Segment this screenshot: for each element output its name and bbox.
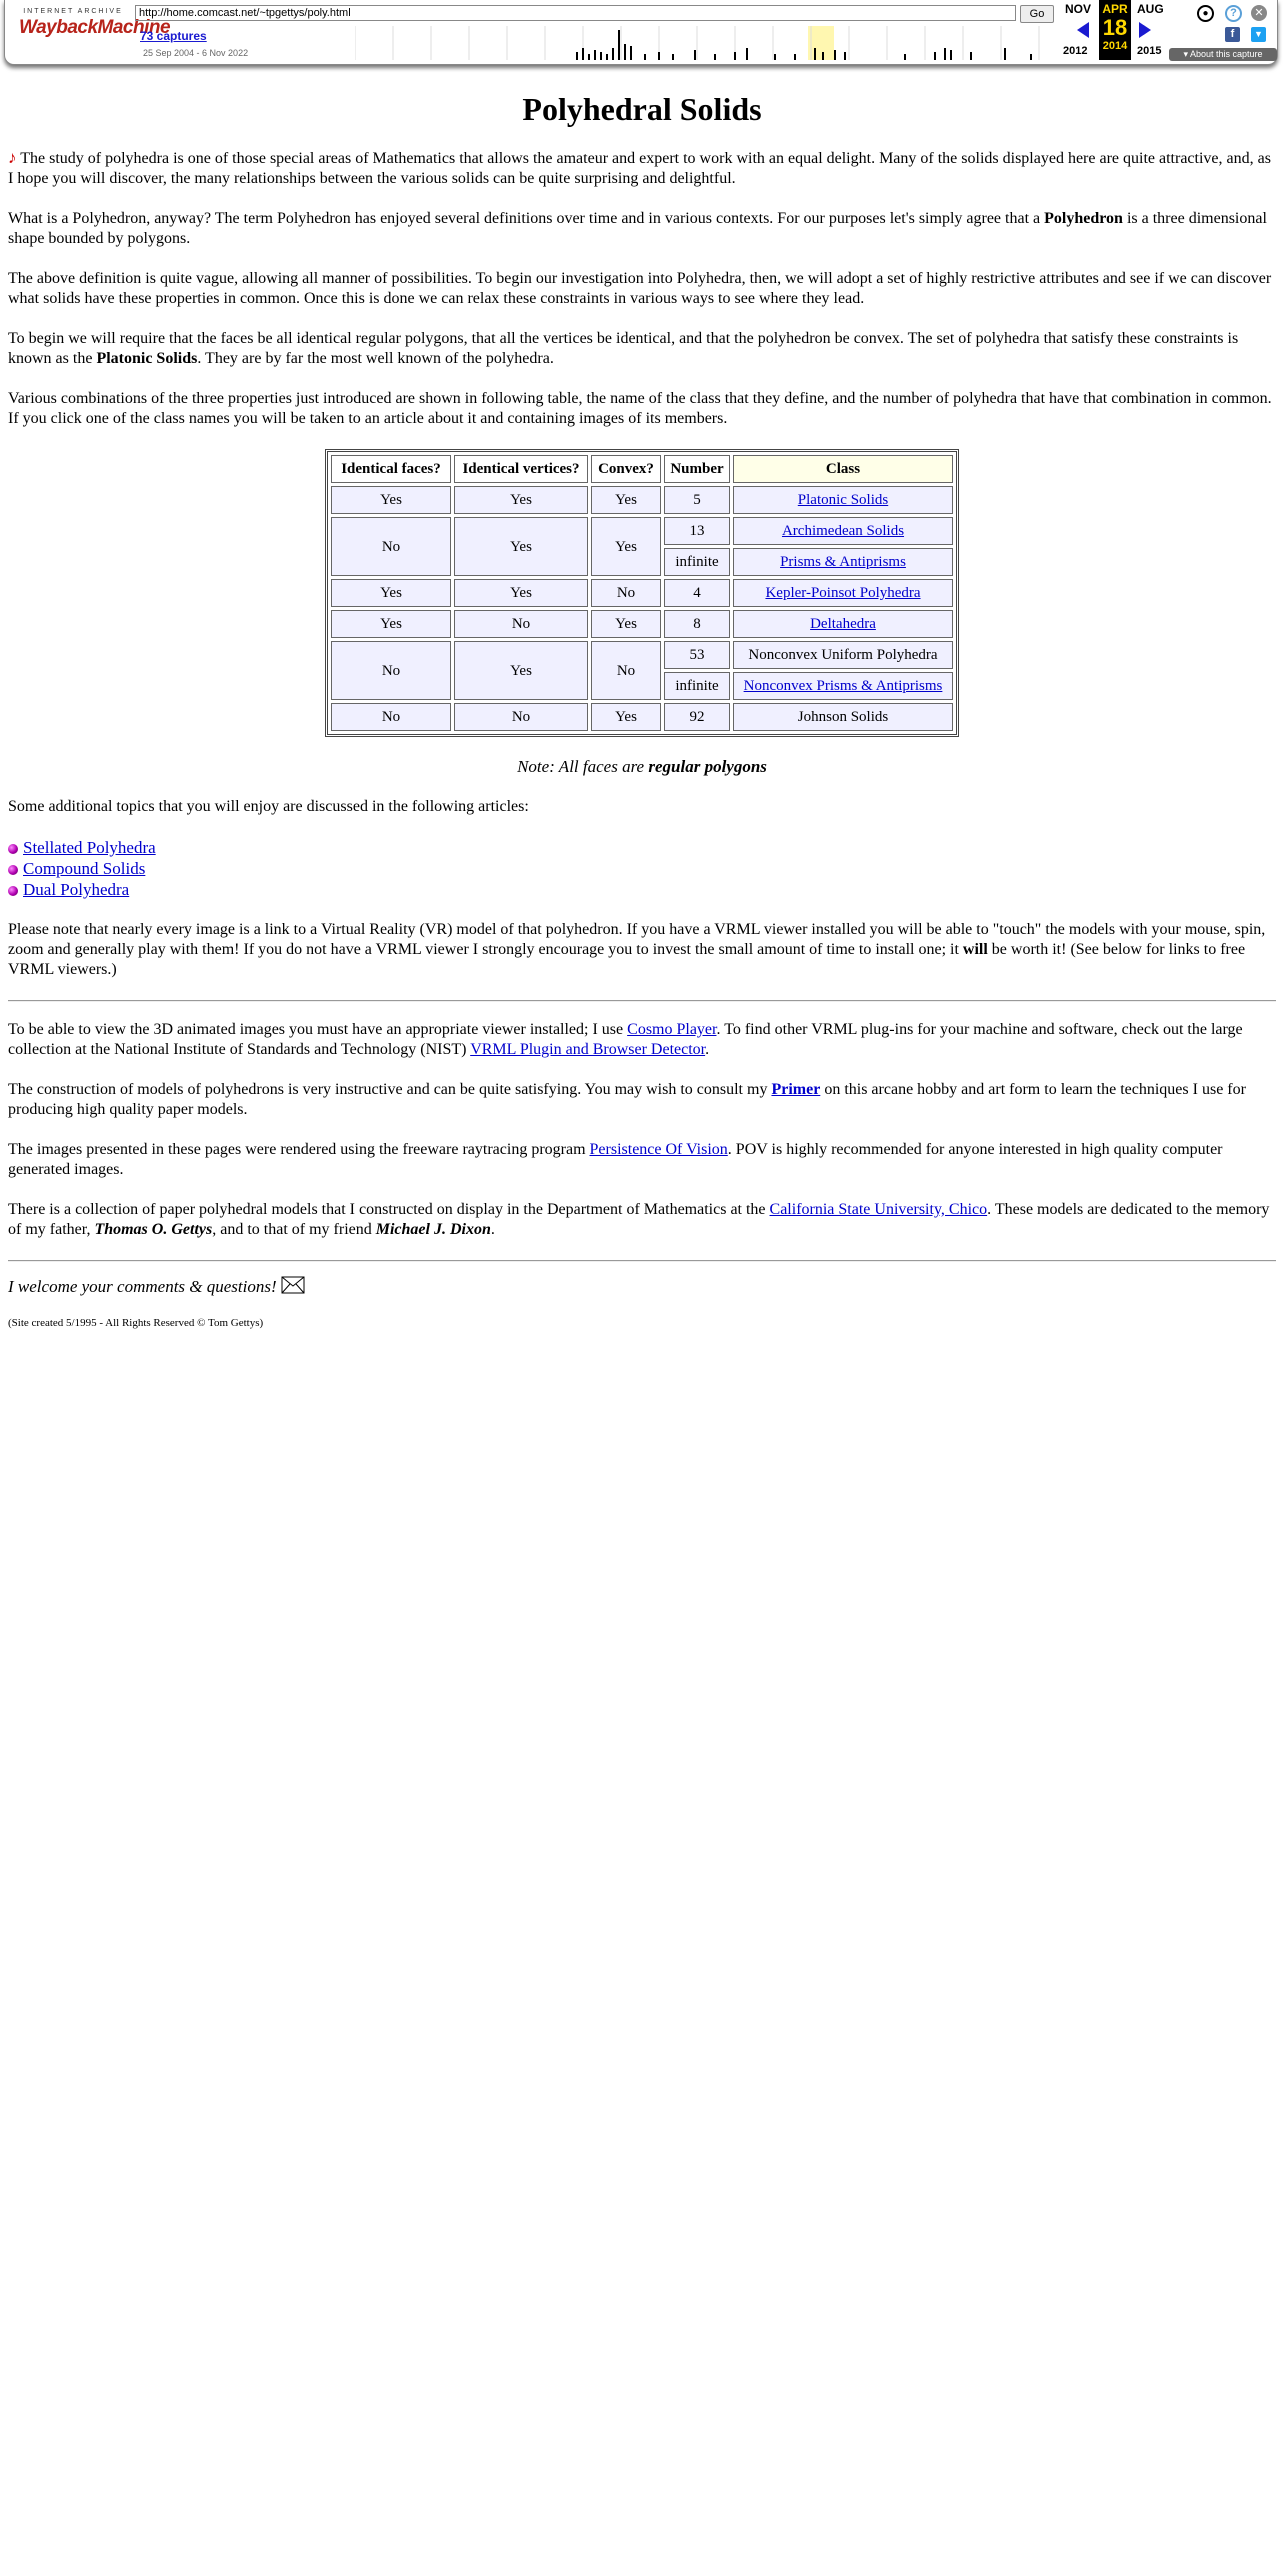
- go-button[interactable]: Go: [1020, 5, 1054, 23]
- cell-convex: No: [591, 579, 661, 607]
- account-icon[interactable]: ●: [1197, 5, 1214, 22]
- pov-text-b: . POV is highly recommended for anyone interested in high quality computer generated images.: [8, 1141, 1223, 1178]
- definition-paragraph: [8, 209, 1276, 249]
- capture-range: 25 Sep 2004 - 6 Nov 2022: [143, 48, 249, 58]
- table-note-bold: regular polygons: [648, 757, 767, 776]
- header-convex: Convex?: [591, 455, 661, 483]
- close-icon[interactable]: ✕: [1251, 5, 1267, 21]
- cell-vertices: Yes: [454, 579, 588, 607]
- chico-paragraph: [8, 1200, 1276, 1240]
- models-paragraph: [8, 1080, 1276, 1120]
- current-day: 18: [1102, 15, 1128, 40]
- dual-polyhedra-link[interactable]: Dual Polyhedra: [23, 880, 130, 899]
- primer-link[interactable]: Primer: [771, 1081, 821, 1098]
- vrml-detector-link[interactable]: VRML Plugin and Browser Detector: [470, 1041, 706, 1058]
- viewer-paragraph: [8, 1020, 1276, 1060]
- cell-faces: No: [331, 641, 451, 700]
- cell-faces: Yes: [331, 610, 451, 638]
- stellated-polyhedra-link[interactable]: Stellated Polyhedra: [23, 838, 156, 857]
- cell-class: [733, 548, 953, 576]
- prisms-antiprisms-link[interactable]: Prisms & Antiprisms: [780, 554, 906, 570]
- chico-text-a: There is a collection of paper polyhedral models that I constructed on display in the Department of Mathematics at the: [8, 1201, 770, 1218]
- cell-number: 53: [664, 641, 730, 669]
- archimedean-solids-link[interactable]: Archimedean Solids: [781, 523, 905, 539]
- kepler-poinsot-link[interactable]: Kepler-Poinsot Polyhedra: [765, 585, 921, 601]
- cell-vertices: Yes: [454, 641, 588, 700]
- viewer-text-b: . To find other VRML plug-ins for your machine and software, check out the large collection at the National Institute of Standards and Technology (NIST): [8, 1021, 1243, 1058]
- mail-envelope-icon[interactable]: [281, 1276, 305, 1294]
- table-note: [8, 757, 1276, 777]
- cell-faces: Yes: [331, 579, 451, 607]
- cell-vertices: Yes: [454, 486, 588, 514]
- platonic-term: Platonic Solids: [96, 350, 198, 367]
- page-title: Polyhedral Solids: [522, 91, 762, 127]
- cell-class: [733, 486, 953, 514]
- viewer-text-a: To be able to view the 3D animated images you must have an appropriate viewer installed; I use: [8, 1021, 628, 1038]
- father-name: Thomas O. Gettys: [94, 1221, 213, 1238]
- list-item: [8, 837, 1276, 858]
- cell-faces: No: [331, 703, 451, 731]
- prev-capture-arrow-icon[interactable]: [1077, 22, 1089, 38]
- help-icon[interactable]: ?: [1225, 5, 1242, 22]
- next-month[interactable]: AUG: [1137, 2, 1164, 16]
- table-row: [331, 486, 953, 514]
- cell-number: 4: [664, 579, 730, 607]
- about-capture-button[interactable]: ▾ About this capture: [1169, 48, 1277, 61]
- divider: [8, 1260, 1276, 1262]
- table-row: [331, 517, 953, 545]
- table-row: [331, 703, 953, 731]
- current-month: APR: [1102, 2, 1128, 16]
- models-text-a: The construction of models of polyhedrons is very instructive and can be quite satisfying. You may wish to consult my: [8, 1081, 772, 1098]
- platonic-solids-link[interactable]: Platonic Solids: [797, 492, 889, 508]
- platonic-text-c: . They are by far the most well known of the polyhedra.: [197, 350, 554, 367]
- cell-number: infinite: [664, 672, 730, 700]
- table-row: [331, 579, 953, 607]
- cell-convex: No: [591, 641, 661, 700]
- cell-class: Nonconvex Uniform Polyhedra: [733, 641, 953, 669]
- wayback-toolbar: [4, 0, 1278, 65]
- wayback-logo[interactable]: [19, 8, 171, 52]
- page-content: [8, 72, 1276, 1333]
- current-capture-date: [1099, 0, 1131, 60]
- bullet-ball-icon: [8, 865, 18, 875]
- cell-number: 5: [664, 486, 730, 514]
- platonic-text-a: To begin we will require that the faces be all identical regular polygons, that all the vertices be identical, and that the polyhedron be convex. The set of polyhedra that satisfy these constraints is known as the: [8, 330, 1239, 367]
- list-item: [8, 858, 1276, 879]
- cell-vertices: Yes: [454, 517, 588, 576]
- cell-convex: Yes: [591, 486, 661, 514]
- definition-text-a: What is a Polyhedron, anyway? The term Polyhedron has enjoyed several definitions over time and in various contexts. For our purposes let's simply agree that a: [8, 210, 1045, 227]
- topics-list: [8, 837, 1276, 900]
- intro-text: The study of polyhedra is one of those special areas of Mathematics that allows the amateur and expert to work with an equal delight. Many of the solids displayed here are quite attractive, and, as I hope you will discover, the many relationships between the various solids can be quite surprising and delightful.: [8, 150, 1271, 187]
- definition-text-c: is a three dimensional shape bounded by polygons.: [8, 210, 1267, 247]
- cosmo-player-link[interactable]: Cosmo Player: [627, 1021, 717, 1038]
- intro-paragraph: [8, 148, 1276, 189]
- header-number: Number: [664, 455, 730, 483]
- prev-month[interactable]: NOV: [1065, 2, 1092, 16]
- list-item: [8, 879, 1276, 900]
- vr-text-bold: will: [962, 941, 988, 958]
- captures-link[interactable]: 73 captures: [140, 29, 207, 43]
- pov-paragraph: [8, 1140, 1276, 1180]
- bullet-ball-icon: [8, 844, 18, 854]
- cell-faces: No: [331, 517, 451, 576]
- table-note-text: Note: All faces are: [517, 757, 649, 776]
- cell-vertices: No: [454, 703, 588, 731]
- cell-number: 13: [664, 517, 730, 545]
- investigation-paragraph: The above definition is quite vague, allowing all manner of possibilities. To begin our investigation into Polyhedra, then, we will adopt a set of highly restrictive attributes and see if we can discover what solids have these properties in common. Once this is done we can relax these constraints in various ways to see where they lead.: [8, 270, 1272, 307]
- cell-convex: Yes: [591, 517, 661, 576]
- footer-copyright: (Site created 5/1995 - All Rights Reserved © Tom Gettys): [8, 1317, 264, 1329]
- header-identical-faces: Identical faces?: [331, 455, 451, 483]
- vr-paragraph: [8, 920, 1276, 980]
- viewer-text-c: .: [705, 1041, 710, 1058]
- table-header-row: [331, 455, 953, 483]
- cell-faces: Yes: [331, 486, 451, 514]
- pov-text-a: The images presented in these pages were rendered using the freeware raytracing program: [8, 1141, 590, 1158]
- cell-class: [733, 517, 953, 545]
- cell-class: [733, 610, 953, 638]
- bullet-ball-icon: [8, 886, 18, 896]
- twitter-icon[interactable]: ▼: [1251, 27, 1266, 42]
- header-identical-vertices: Identical vertices?: [454, 455, 588, 483]
- cell-vertices: No: [454, 610, 588, 638]
- pov-link[interactable]: Persistence Of Vision: [589, 1141, 728, 1158]
- platonic-paragraph: [8, 329, 1276, 369]
- table-row: [331, 610, 953, 638]
- vr-text-a: Please note that nearly every image is a link to a Virtual Reality (VR) model of that polyhedron. If you have a VRML viewer installed you will be able to "touch" the models with your mouse, spin, zoom and generally play with them! If you do not have a VRML viewer I strongly encourage you to invest the small amount of time to install one; it: [8, 921, 1266, 958]
- chico-text-d: .: [490, 1221, 495, 1238]
- comments-text: I welcome your comments & questions!: [8, 1277, 277, 1296]
- cell-convex: Yes: [591, 703, 661, 731]
- cell-class: [733, 579, 953, 607]
- csu-chico-link[interactable]: California State University, Chico: [769, 1201, 988, 1218]
- header-class: Class: [733, 455, 953, 483]
- models-text-b: on this arcane hobby and art form to learn the techniques I use for producing high quality paper models.: [8, 1081, 1246, 1118]
- chico-text-b: . These models are dedicated to the memory of my father,: [8, 1201, 1270, 1238]
- nonconvex-prisms-link[interactable]: Nonconvex Prisms & Antiprisms: [743, 678, 943, 694]
- prev-year[interactable]: 2012: [1063, 45, 1088, 57]
- cell-number: 8: [664, 610, 730, 638]
- current-year: 2014: [1102, 40, 1128, 52]
- chico-text-c: , and to that of my friend: [212, 1221, 376, 1238]
- table-row: [331, 641, 953, 669]
- sparkline-current-highlight: [808, 26, 834, 60]
- music-note-icon[interactable]: ♪: [8, 148, 17, 167]
- cell-class: [733, 672, 953, 700]
- url-input[interactable]: http://home.comcast.net/~tpgettys/poly.html: [135, 5, 1016, 21]
- wayback-logo-top: INTERNET ARCHIVE: [23, 8, 123, 15]
- table-intro-paragraph: Various combinations of the three properties just introduced are shown in following table, the name of the class that they define, and the number of polyhedra that have that combination in common. If you click one of the class names you will be taken to an article about it and containing images of its members.: [8, 390, 1272, 427]
- next-year[interactable]: 2015: [1137, 45, 1162, 57]
- next-capture-arrow-icon[interactable]: [1139, 22, 1151, 38]
- deltahedra-link[interactable]: Deltahedra: [810, 616, 876, 632]
- friend-name: Michael J. Dixon: [375, 1221, 491, 1238]
- divider: [8, 1000, 1276, 1002]
- vr-text-c: be worth it! (See below for links to free VRML viewers.): [8, 941, 1246, 978]
- compound-solids-link[interactable]: Compound Solids: [23, 859, 146, 878]
- cell-number: infinite: [664, 548, 730, 576]
- facebook-icon[interactable]: f: [1225, 27, 1240, 42]
- capture-sparkline[interactable]: [355, 26, 1055, 60]
- cell-number: 92: [664, 703, 730, 731]
- cell-convex: Yes: [591, 610, 661, 638]
- comments-line: [8, 1276, 1276, 1297]
- cell-class: Johnson Solids: [733, 703, 953, 731]
- wayback-logo-main: WaybackMachine: [19, 17, 171, 38]
- about-capture-label: About this capture: [1189, 49, 1263, 59]
- topics-intro: Some additional topics that you will enjoy are discussed in the following articles:: [8, 798, 529, 815]
- definition-term: Polyhedron: [1044, 210, 1123, 227]
- polyhedra-classes-table: [325, 449, 959, 737]
